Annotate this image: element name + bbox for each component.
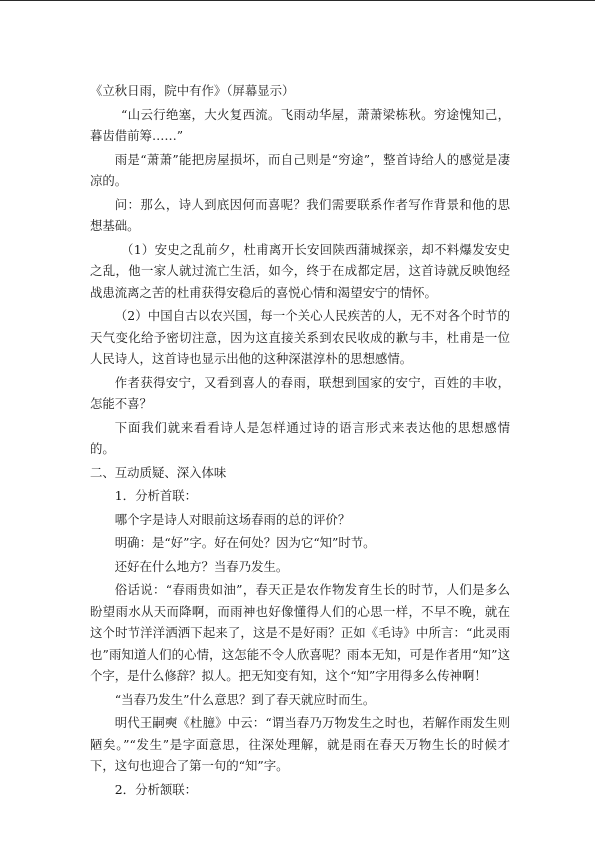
paragraph: “当春乃发生”什么意思？到了春天就应时而生。 — [114, 691, 376, 707]
paragraph: （2）中国自古以农兴国，每一个关心人民疾苦的人，无不对各个时节的天气变化给予密切注意，因为这直接关系到农民收成的歉与丰，杜甫是一位人民诗人，这首诗也显示出他的这种深湛淳朴的思想感情。 — [90, 308, 510, 366]
paragraph: 明确：是“好”字。好在何处？因为它“知”时节。 — [114, 535, 376, 550]
subsection-heading: 2．分析颔联： — [114, 781, 198, 797]
paragraph: 问：那么，诗人到底因何而喜呢？我们需要联系作者写作背景和他的思想基础。 — [90, 196, 510, 233]
top-border-line — [0, 0, 595, 1]
document-body — [90, 80, 510, 802]
paragraph: 下面我们就来看看诗人是怎样通过诗的语言形式来表达他的思想感情的。 — [90, 419, 510, 456]
paragraph: 哪个字是诗人对眼前这场春雨的总的评价？ — [114, 511, 351, 527]
paragraph: 还好在什么地方？当春乃发生。 — [114, 558, 289, 574]
paragraph: 明代王嗣奭《杜臆》中云：“谓当春乃万物发生之时也，若解作雨发生则陋矣。”“发生”是字面意思，往深处理解，就是雨在春天万物生长的时候才下，这句也迎合了第一句的“知”字。 — [90, 715, 510, 773]
paragraph: 作者获得安宁，又看到喜人的春雨，联想到国家的安宁，百姓的丰收，怎能不喜？ — [90, 374, 510, 411]
paragraph: （1）安史之乱前夕，杜甫离开长安回陕西蒲城探亲，却不料爆发安史之乱，他一家人就过流亡生活，如今，终于在成都定居，这首诗就反映饱经战患流离之苦的杜甫获得安稳后的喜悦心情和渴望安宁的情怀。 — [90, 241, 510, 300]
paragraph: 雨是“萧萧”能把房屋损坏，而自己则是“穷途”，整首诗给人的感觉是凄凉的。 — [90, 151, 510, 188]
paragraph: 俗话说：“春雨贵如油”，春天正是农作物发育生长的时节，人们是多么盼望雨水从天而降啊，而雨神也好像懂得人们的心思一样，不早不晚，就在这个时节洋洋洒洒下起来了，这是不是好雨？正如《毛诗》中所言：“此灵雨也”雨知道人们的心情，这怎能不令人欣喜呢？雨本无知，可是作者用“知”这个字，是什么修辞？拟人。把无知变有知，这个“知”字用得多么传神啊！ — [90, 582, 510, 683]
section-heading: 二、互动质疑、深入体味 — [90, 464, 227, 480]
paragraph: 《立秋日雨，院中有作》（屏幕显示） — [90, 83, 295, 98]
subsection-heading: 1．分析首联： — [114, 488, 198, 503]
paragraph: “山云行绝塞，大火复西流。飞雨动华屋，萧萧梁栋秋。穷途愧知己，暮齿借前筹……” — [90, 106, 510, 143]
